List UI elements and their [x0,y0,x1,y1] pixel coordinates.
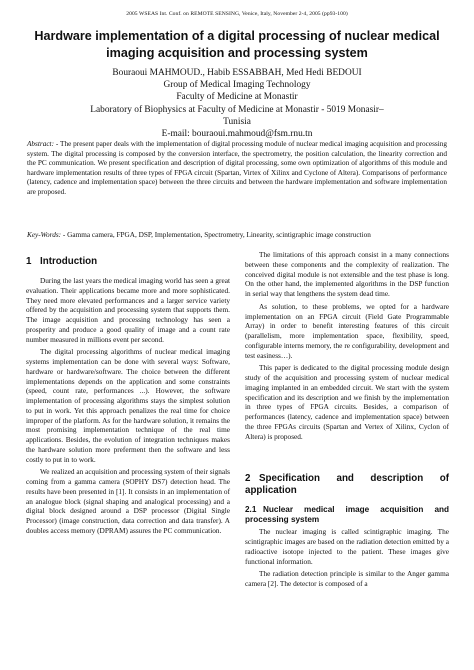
running-header: 2005 WSEAS Int. Conf. on REMOTE SENSING, Venice, Italy, November 2-4, 2005 (pp93-100) [126,11,348,17]
keywords-label: Key-Words: [27,231,62,239]
abstract-text: - The present paper deals with the implementation of digital processing module of nuclear medical imaging acquisition and processing system. The digital processing is composed by the conversion interface, the spectrometry, the position calculation, the linearity correction and the PC communication. We present specification and description of digital processing, some own optimization of algorithms of this module and hardware implementation results of three types of FPGA circuit (Spartan, Virtex of Xilinx and Cyclone of Altera). Comparisons of performance (latency, cadence and implementation space) between the three circuits and between the hardware implementation and software implementation are proposed. [27,140,447,196]
subsection-title: Nuclear medical image acquisition and processing system [245,505,449,525]
author-names: Bouraoui MAHMOUD., Habib ESSABBAH, Med Hedi BEDOUI [112,68,362,78]
author-laboratory: Laboratory of Biophysics at Faculty of Medicine at Monastir - 5019 Monasir– [90,104,384,115]
author-country: Tunisia [223,116,251,127]
keywords-text: - Gamma camera, FPGA, DSP, Implementation, Spectrometry, Linearity, scintigraphic image construction [61,231,371,239]
keywords [27,231,457,241]
left-column [26,250,230,539]
subsection-number: 2.1 [245,505,257,515]
paragraph: This paper is dedicated to the digital processing module design study of the acquisition and processing system of nuclear medical imaging implanted in an embedded circuit. We start with the system specification and its description and we finish by the implementation in three types of FPGA circuits. Besides, a comparison of performances (latency, cadence and implementation space) between the three FPGAs circuits (Spartan and Vertex of Xilinx, Cyclon of Altera) is proposed. [245,363,449,441]
paragraph: The radiation detection principle is similar to the Anger gamma camera [2]. The detector is composed of a [245,569,449,588]
author-block [30,67,444,140]
author-group: Group of Medical Imaging Technology [163,80,311,91]
paragraph: We realized an acquisition and processing system of their signals coming from a gamma camera (SOPHY DS7) detection head. The results have been presented in [1]. It consists in an implementation of an analogue block (signal shaping and analogical processing) and a digital block designed around a DSP processor (Digital Single Processor) (image construction, data correction and data transfer). A doubles access memory (DPRAM) assures the PC communication. [26,467,230,535]
section-1-heading [26,256,230,268]
paragraph: As solution, to these problems, we opted for a hardware implementation on an FPGA circuit (Field Gate Programmable Array) in order to benefit interesting features of this circuit (parallelism, more implementation space, flexibility, speed, configurable interns memory, the re configurability, development and test easiness…). [245,301,449,360]
paragraph: The digital processing algorithms of nuclear medical imaging systems implementation can be done with several ways: Software, hardware or hardware/software. The choice between the different implementations depends on the application and some constraints (speed, count rate, performances ...). However, the software implementation of processing algorithms stays the simplest solution to put in work. Yet this approach penalizes the real time for choice improper of the platform. As for the hardware solution, it remains the most promising implementation technique of the real time applications. Besides, the evolution of integration techniques makes the hardware solution more preferment then the software and less costly to put in to work. [26,347,230,464]
paragraph: The nuclear imaging is called scintigraphic imaging. The scintigraphic images are based on the radiation detection emitted by a radioactive isotope injected to the patient. These images give functional information. [245,527,449,566]
section-number: 1 [26,256,32,267]
subsection-2-1-heading [245,505,449,525]
column-spacer [245,444,449,468]
section-number: 2 [245,473,251,485]
author-email: E-mail: bouraoui.mahmoud@fsm.rnu.tn [161,129,313,140]
paragraph: During the last years the medical imaging world has seen a great evaluation. Their applications became more and more sophisticated. They need more elevated performances and a larger service variety offered by the acquisition and processing system that supports them. The image acquisition and processing technology has seen a prosperity and produce a good quality of image and a count rate number measured in millions event per second. [26,276,230,344]
abstract-label: Abstract: [27,140,54,148]
author-faculty: Faculty of Medicine at Monastir [176,92,298,103]
right-column [245,250,449,592]
paper-title: Hardware implementation of a digital processing of nuclear medical imaging acquisition and processing system [34,29,440,60]
section-title: Introduction [40,256,98,267]
paragraph: The limitations of this approach consist in a many connections between these components and the complexity of realization. The conceived digital module is not extensible and the test phase is long. On the other hand, the implemented algorithms in the DSP function in serial way that lengthens the system dead time. [245,250,449,298]
section-2-heading [245,473,449,497]
section-title: Specification and description of application [245,473,449,497]
abstract [27,140,447,198]
